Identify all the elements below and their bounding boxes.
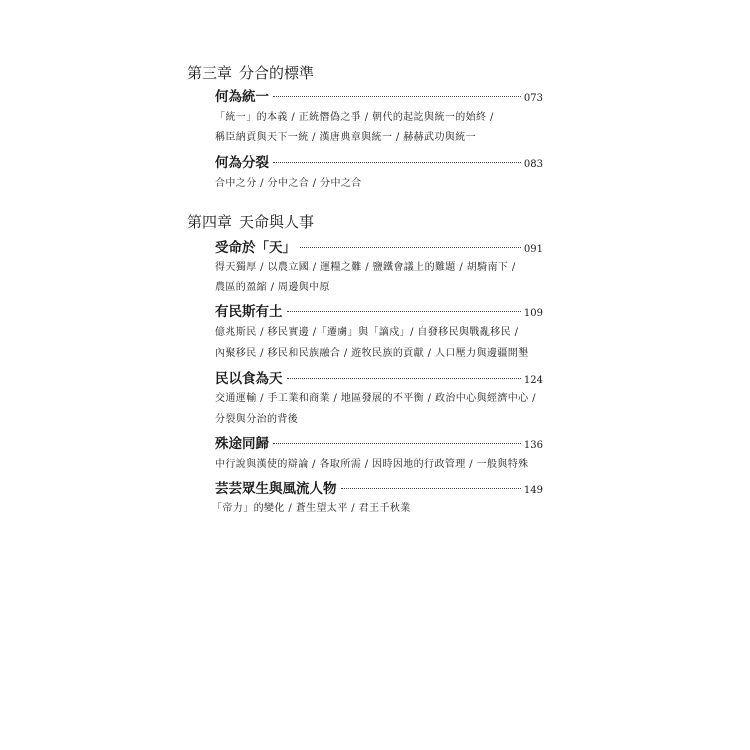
dot-leader bbox=[287, 377, 521, 379]
section-title: 受命於「天」 bbox=[215, 240, 296, 256]
page-number: 073 bbox=[523, 93, 543, 104]
subtopic-line: 億兆斯民 / 移民實邊 /「遷虜」與「謫戍」/ 自發移民與戰亂移民 / bbox=[215, 327, 519, 338]
section-title: 殊途同歸 bbox=[215, 436, 269, 452]
page-number: 136 bbox=[523, 440, 543, 451]
subtopic-line: 合中之分 / 分中之合 / 分中之合 bbox=[215, 178, 362, 189]
subtopic-line: 交通運輸 / 手工業和商業 / 地區發展的不平衡 / 政治中心與經濟中心 / bbox=[215, 393, 536, 404]
chapter-title: 分合的標準 bbox=[239, 64, 315, 82]
subtopic-line: 得天獨厚 / 以農立國 / 運糧之難 / 鹽鐵會議上的難題 / 胡騎南下 / bbox=[215, 262, 516, 273]
subtopic-line: 中行說與漢使的辯論 / 各取所需 / 因時因地的行政管理 / 一般與特殊 bbox=[215, 459, 529, 470]
dot-leader bbox=[300, 246, 521, 248]
section-title: 有民斯有土 bbox=[215, 304, 283, 320]
subtopic-line: 分裂與分治的背後 bbox=[215, 414, 299, 425]
chapter-heading bbox=[187, 64, 314, 82]
subtopic-line: 「帝力」的變化 / 蒼生望太平 / 君王千秋業 bbox=[212, 503, 411, 514]
toc-entry[interactable] bbox=[215, 435, 543, 455]
chapter-title: 天命與人事 bbox=[239, 213, 315, 231]
subtopic-line: 內聚移民 / 移民和民族融合 / 遊牧民族的貢獻 / 人口壓力與邊疆開墾 bbox=[215, 348, 529, 359]
dot-leader bbox=[273, 442, 521, 444]
dot-leader bbox=[273, 95, 521, 97]
dot-leader bbox=[341, 487, 521, 489]
page-number: 083 bbox=[523, 159, 543, 170]
dot-leader bbox=[273, 161, 521, 163]
subtopic-line: 農區的盈縮 / 周邊與中原 bbox=[215, 282, 330, 293]
toc-entry[interactable] bbox=[215, 480, 543, 500]
page-number: 124 bbox=[523, 375, 543, 386]
toc-entry[interactable] bbox=[215, 239, 543, 259]
section-title: 芸芸眾生與風流人物 bbox=[215, 481, 337, 497]
section-title: 民以食為天 bbox=[215, 371, 283, 387]
chapter-heading bbox=[187, 213, 314, 231]
section-title: 何為分裂 bbox=[215, 155, 269, 171]
dot-leader bbox=[287, 310, 521, 312]
page-number: 149 bbox=[523, 485, 543, 496]
page-number: 091 bbox=[523, 244, 543, 255]
chapter-number: 第四章 bbox=[187, 213, 233, 231]
subtopic-line: 稱臣納貢與天下一統 / 漢唐典章與統一 / 赫赫武功與統一 bbox=[215, 132, 477, 143]
toc-entry[interactable] bbox=[215, 370, 543, 390]
subtopic-line: 「統一」的本義 / 正統僭偽之爭 / 朝代的起訖與統一的始終 / bbox=[215, 112, 494, 123]
toc-entry[interactable] bbox=[215, 154, 543, 174]
toc-entry[interactable] bbox=[215, 303, 543, 323]
toc-entry[interactable] bbox=[215, 88, 543, 108]
section-title: 何為統一 bbox=[215, 89, 269, 105]
chapter-number: 第三章 bbox=[187, 64, 233, 82]
page-number: 109 bbox=[523, 308, 543, 319]
